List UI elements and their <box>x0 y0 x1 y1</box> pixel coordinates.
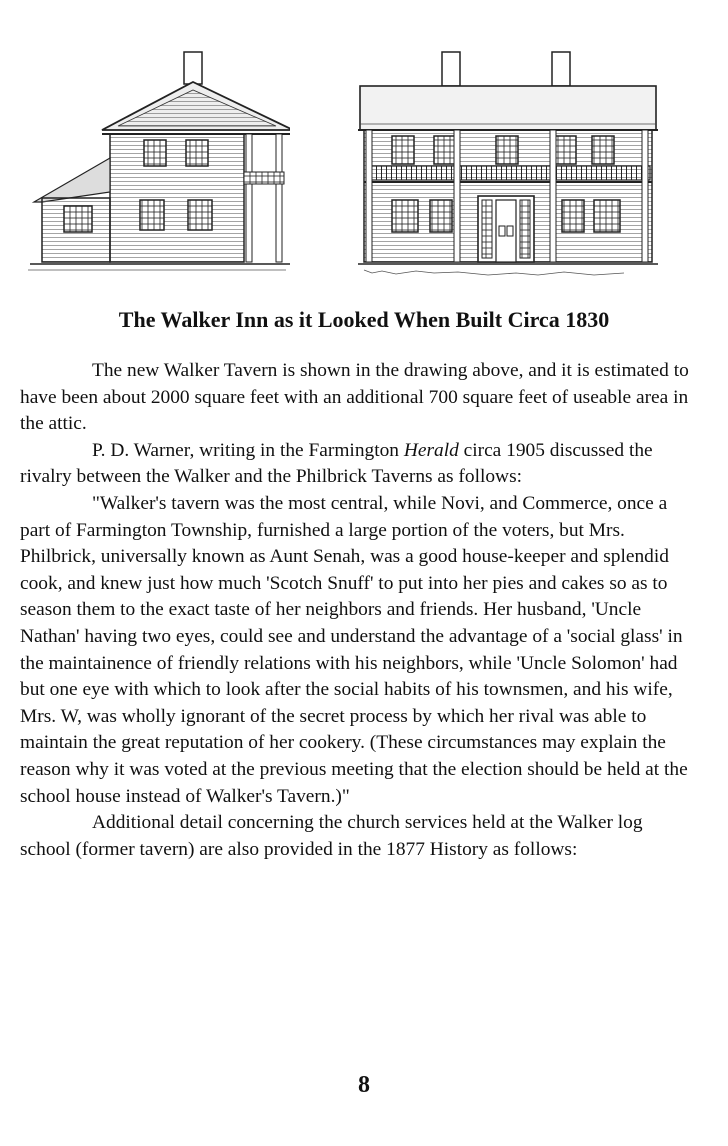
body-text <box>20 358 692 863</box>
page-number: 8 <box>358 1072 370 1098</box>
paragraph-4: Additional detail concerning the church services held at the Walker log school (former tavern) are also provided in the 1877 History as follows: <box>20 812 643 860</box>
walker-inn-figure <box>28 50 668 280</box>
paragraph-2-after: circa 1905 discussed the rivalry between the Walker and the Philbrick Taverns as follows: <box>20 439 653 488</box>
paragraph-2-before: P. D. Warner, writing in the Farmington <box>92 439 404 461</box>
front-elevation-drawing <box>354 50 660 280</box>
paragraph-1: The new Walker Tavern is shown in the drawing above, and it is estimated to have been about 2000 square feet with an additional 700 square feet of useable area in the attic. <box>20 360 689 435</box>
figure-caption: The Walker Inn as it Looked When Built Circa 1830 <box>118 307 610 332</box>
herald-title: Herald <box>403 439 459 461</box>
paragraph-2 <box>20 438 692 491</box>
paragraph-3-quote: "Walker's tavern was the most central, while Novi, and Commerce, once a part of Farmington Township, furnished a large portion of the voters, but Mrs. Philbrick, universally known as Aunt Senah, was a good house-keeper and splendid cook, and knew just how much 'Scotch Snuff' to put into her pies and cakes so as to season them to the exact taste of her neighbors and friends. Her husband, 'Uncle Nathan' having two eyes, could see and understand the advantage of a 'social glass' in the maintainence of friendly relations with his neighbors, while 'Uncle Solomon' had but one eye with which to look after the social habits of his townsmen, and his wife, Mrs. W, was wholly ignorant of the secret process by which her rival was able to maintain the great reputation of her cookery. (These circumstances may explain the reason why it was voted at the previous meeting that the election should be held at the school house instead of Walker's Tavern.)" <box>20 492 688 807</box>
side-elevation-drawing <box>28 50 290 280</box>
